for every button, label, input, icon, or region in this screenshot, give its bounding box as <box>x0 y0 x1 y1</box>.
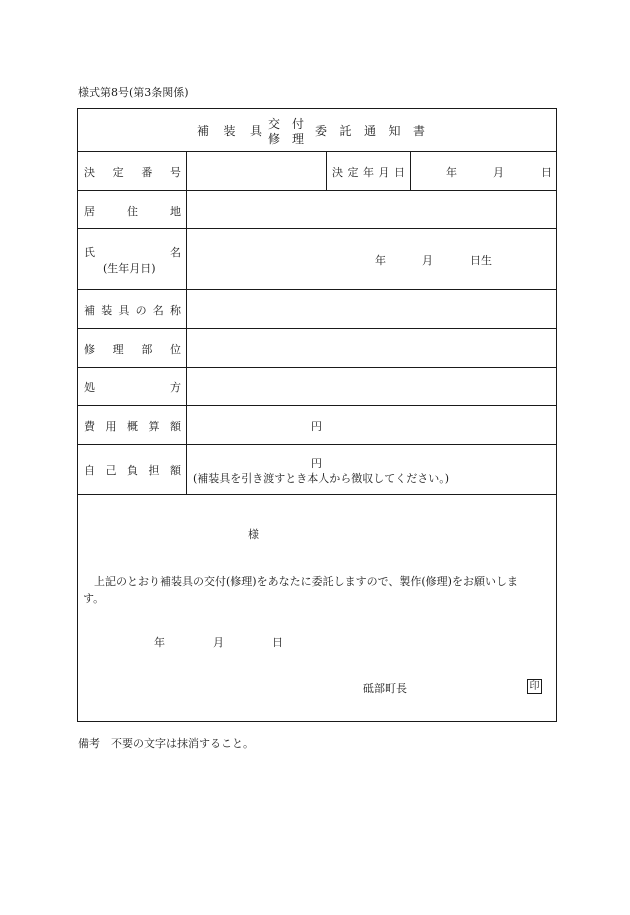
label-prescription: 処 方 <box>84 381 181 394</box>
label-decision-number: 決 定 番 号 <box>84 166 181 179</box>
title-option-issue: 交 付 <box>268 117 304 131</box>
decision-date-month: 月 <box>493 166 504 179</box>
notice-message-line2: す。 <box>83 592 105 605</box>
cost-estimate-unit: 円 <box>311 420 322 433</box>
remarks-note: 備考 不要の文字は抹消すること。 <box>78 737 254 750</box>
title-option-repair: 修 理 <box>268 132 304 146</box>
label-birth-date: (生年月日) <box>103 262 156 275</box>
label-self-pay: 自 己 負 担 額 <box>84 464 181 477</box>
decision-date-day: 日 <box>541 166 552 179</box>
notice-date-year: 年 <box>154 636 165 649</box>
row-divider <box>77 405 557 406</box>
notice-message-line1: 上記のとおり補装具の交付(修理)をあなたに委託しますので、製作(修理)をお願いしま <box>94 575 518 588</box>
label-address: 居 住 地 <box>84 205 181 218</box>
label-name: 氏 名 <box>84 246 181 259</box>
field-cost-estimate[interactable] <box>187 406 307 444</box>
field-repair-part[interactable] <box>187 329 556 367</box>
field-name[interactable] <box>187 229 367 289</box>
notice-date-day: 日 <box>272 636 283 649</box>
notice-date-month: 月 <box>213 636 224 649</box>
column-divider <box>326 151 327 190</box>
form-title-main: 補 装 具 <box>197 124 262 138</box>
self-pay-unit: 円 <box>311 457 322 470</box>
field-address[interactable] <box>187 191 556 228</box>
seal-stamp-icon: 印 <box>527 679 542 694</box>
issuer-name: 砥部町長 <box>363 682 407 695</box>
form-title-rest: 委 託 通 知 書 <box>315 124 425 138</box>
row-divider <box>77 494 557 495</box>
salutation: 様 <box>248 528 259 541</box>
row-divider <box>77 444 557 445</box>
birth-day: 日生 <box>470 254 492 267</box>
self-pay-note: (補装具を引き渡すとき本人から徴収してください。) <box>193 472 450 485</box>
form-number-label: 様式第8号(第3条関係) <box>78 86 189 99</box>
field-prescription[interactable] <box>187 368 556 405</box>
column-divider <box>410 151 411 190</box>
birth-year: 年 <box>375 254 386 267</box>
decision-date-year: 年 <box>446 166 457 179</box>
label-decision-date: 決 定 年 月 日 <box>332 166 405 179</box>
form-title-options <box>268 117 304 147</box>
field-decision-number[interactable] <box>186 152 326 190</box>
label-device-name: 補 装 具 の 名 称 <box>84 304 181 317</box>
field-device-name[interactable] <box>187 290 556 328</box>
label-cost-estimate: 費 用 概 算 額 <box>84 420 181 433</box>
label-repair-part: 修 理 部 位 <box>84 343 181 356</box>
birth-month: 月 <box>422 254 433 267</box>
